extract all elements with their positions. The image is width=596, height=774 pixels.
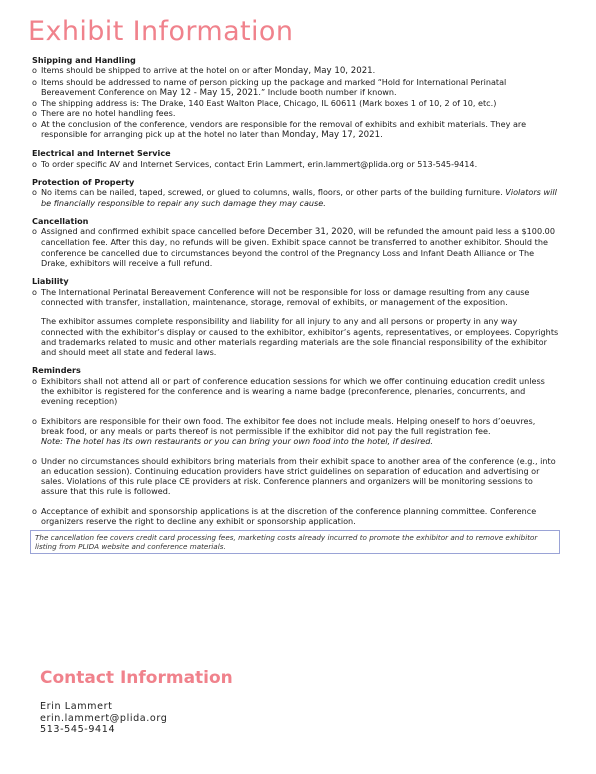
list-item [32, 65, 560, 76]
bullet-icon: o [32, 98, 37, 109]
bullet-icon: o [32, 108, 37, 119]
item-text: At the conclusion of the conference, vendors are responsible for the removal of exhibits and exhibit materials. They are responsible for arranging pick up at the hotel no later than [41, 118, 527, 140]
list-item [32, 376, 560, 407]
list-item [32, 226, 560, 268]
item-text: Acceptance of exhibit and sponsorship applications is at the discretion of the conference planning committee. Conference organizers reserve the right to decline any exhibit or sponsorship application. [41, 505, 537, 526]
item-text: Under no circumstances should exhibitors bring materials from their exhibit space to another area of the conference (e.g., into an education session). Continuing education providers have strict guidelines on separation of education and advertising or sales. Violations of this rule place CE providers at risk. Conference planners and organizers will be monitoring sessions to assure that this rule is followed. [41, 455, 556, 497]
contact-name: Erin Lammert [40, 701, 113, 712]
item-text: , will be refunded the amount paid less a $100.00 cancellation fee. After this day, no refunds will be given. Exhibit space cannot be transferred to another exhibitor. Should the conference be cancelled due to circumstances beyond the control of the Pregnancy Loss and Infant Death Alliance or The Drake, exhibitors will receive a full refund. [41, 226, 555, 269]
section-protection [32, 177, 560, 208]
bullet-icon: o [32, 375, 37, 386]
bullet-icon: o [32, 65, 37, 76]
item-text: There are no hotel handling fees. [41, 108, 176, 119]
list-item [32, 119, 560, 141]
bullet-icon: o [32, 158, 37, 169]
list-item [32, 187, 560, 208]
item-text: Exhibitors are responsible for their own food. The exhibitor fee does not include meals. Helping oneself to hors d’oeuvres, break food, or any meals or parts thereof is not permissible if the exhibitor did not pay the full registration fee. [41, 415, 536, 436]
contact-email: erin.lammert@plida.org [40, 712, 168, 724]
list-item [32, 287, 560, 308]
bullet-icon: o [32, 226, 37, 237]
section-heading: Liability [32, 276, 69, 287]
contact-block [40, 701, 167, 736]
item-text: The International Perinatal Bereavement Conference will not be responsible for loss or damage resulting from any cause connected with transfer, installation, maintenance, storage, removal of exhibits, or management of the exposition. [41, 286, 530, 307]
cancellation-date: December 31, 2020 [267, 227, 354, 238]
list-item [32, 77, 560, 99]
item-text: . [380, 129, 383, 140]
bullet-icon: o [32, 415, 37, 426]
bullet-icon: o [32, 505, 37, 516]
list-item [32, 456, 560, 497]
list-item [32, 159, 560, 169]
section-heading: Reminders [32, 365, 81, 376]
list-item [32, 416, 560, 447]
food-note: Note: The hotel has its own restaurants or you can bring your own food into the hotel, if desired. [41, 436, 433, 447]
conference-dates: May 12 - May 15, 2021 [159, 87, 259, 98]
section-reminders [32, 365, 560, 554]
item-text: To order specific AV and Internet Services, contact Erin Lammert, erin.lammert@plida.org or 513-545-9414. [41, 158, 478, 169]
liability-paragraph: The exhibitor assumes complete responsibility and liability for all injury to any and all persons or property in any way connected with the exhibitor’s display or caused to the exhibitor, exhibitor’s agents, representatives, or employees. Copyrights and trademarks related to music and other materials regarding materials are the sole financial responsibility of the exhibitor and should meet all state and federal laws. [41, 316, 559, 358]
item-text: Items should be shipped to arrive at the hotel on or after [41, 65, 275, 76]
cancellation-fee-note: The cancellation fee covers credit card processing fees, marketing costs already incurred to promote the exhibitor and to remove exhibitor listing from PLIDA website and conference materials. [30, 530, 560, 554]
list-item [32, 108, 560, 118]
bullet-icon: o [32, 76, 37, 87]
item-text: .” Include booth number if known. [258, 86, 397, 97]
item-text: Items should be addressed to name of person picking up the package and marked “Hold for International Perinatal Bereavement Conference on [41, 76, 507, 97]
violators-note: Violators will be financially responsible to repair any such damage they may cause. [41, 187, 557, 208]
item-text: No items can be nailed, taped, screwed, or glued to columns, walls, floors, or other parts of the building furniture. [41, 187, 506, 198]
section-cancellation [32, 216, 560, 268]
contact-phone: 513-545-9414 [40, 724, 116, 736]
section-liability [32, 276, 560, 357]
pickup-date: Monday, May 17, 2021 [281, 130, 381, 141]
item-text: Assigned and confirmed exhibit space cancelled before [41, 226, 268, 237]
section-heading: Protection of Property [32, 176, 135, 187]
list-item [32, 506, 560, 527]
bullet-icon: o [32, 286, 37, 297]
document-body [32, 55, 560, 562]
page-title: Exhibit Information [28, 16, 294, 47]
section-electrical [32, 148, 560, 169]
list-item [32, 98, 560, 108]
contact-heading: Contact Information [40, 668, 233, 688]
section-heading: Cancellation [32, 215, 89, 226]
bullet-icon: o [32, 455, 37, 466]
bullet-icon: o [32, 187, 37, 198]
item-text: . [372, 65, 376, 76]
arrival-date: Monday, May 10, 2021 [274, 66, 373, 77]
section-shipping [32, 55, 560, 140]
section-heading: Shipping and Handling [32, 55, 136, 65]
bullet-icon: o [32, 118, 37, 129]
section-heading: Electrical and Internet Service [32, 148, 171, 159]
item-text: The shipping address is: The Drake, 140 East Walton Place, Chicago, IL 60611 (Mark boxes 1 of 10, 2 of 10, etc.) [41, 98, 497, 109]
item-text: Exhibitors shall not attend all or part of conference education sessions for which we offer continuing education credit unless the exhibitor is registered for the conference and is wearing a name badge (preconference, plenaries, concurrents, and evening reception) [41, 375, 545, 407]
